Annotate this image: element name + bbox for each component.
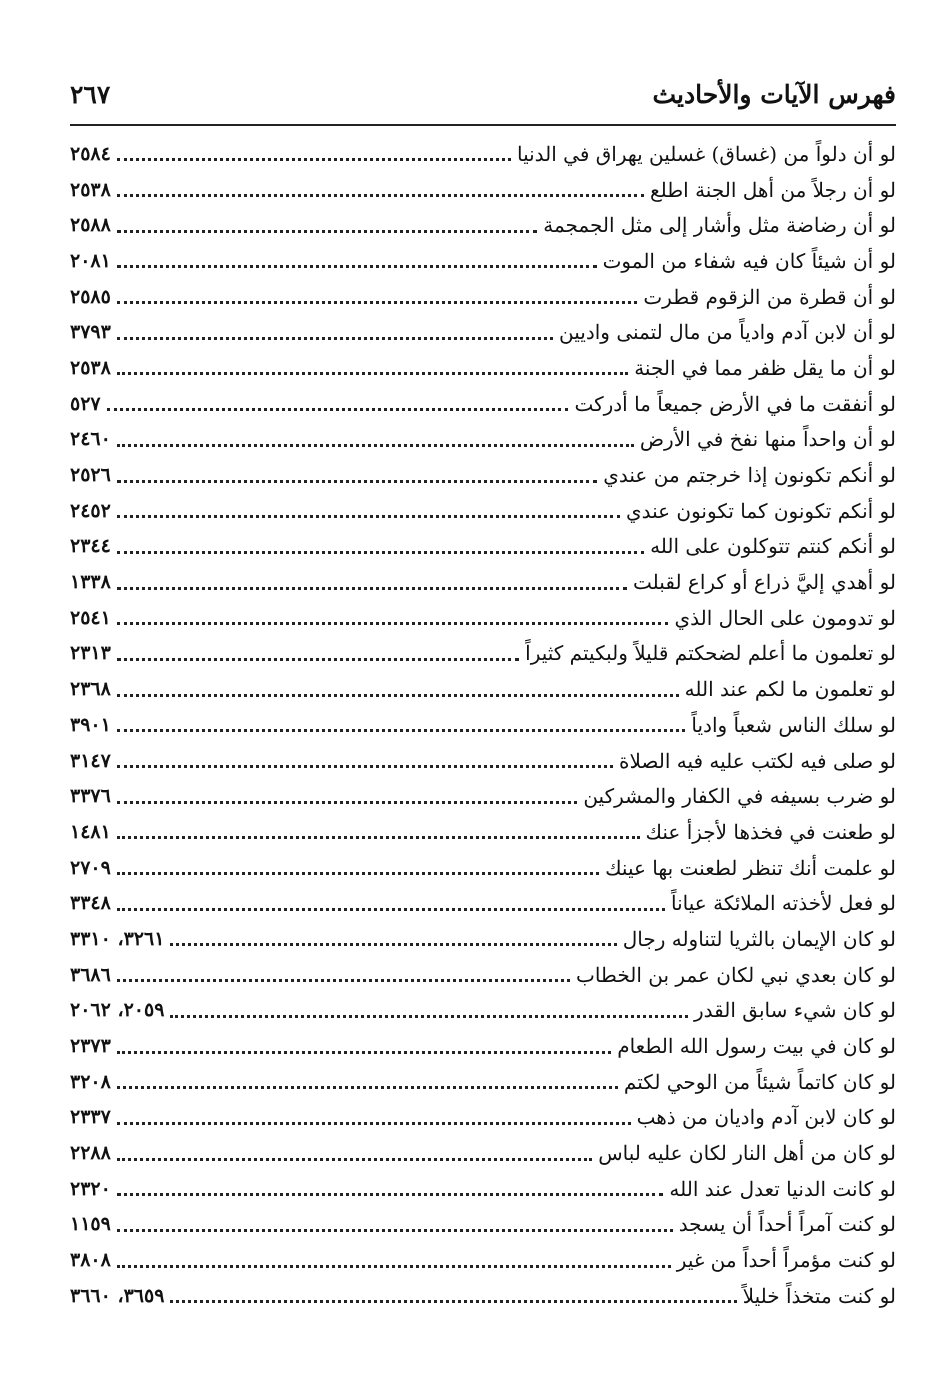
index-list <box>70 136 896 1314</box>
index-entry <box>70 564 896 600</box>
dot-leader <box>117 836 640 839</box>
index-entry <box>70 172 896 208</box>
index-entry <box>70 850 896 886</box>
dot-leader <box>117 765 613 768</box>
entry-text: لو أن واحداً منها نفخ في الأرض <box>639 427 896 452</box>
index-entry <box>70 993 896 1029</box>
entry-text: لو طعنت في فخذها لأجزأ عنك <box>645 819 896 844</box>
dot-leader <box>117 265 597 268</box>
index-entry <box>70 136 896 172</box>
dot-leader <box>117 908 665 911</box>
entry-text: لو تعلمون ما أعلم لضحكتم قليلاً ولبكيتم كثيراً <box>525 641 896 666</box>
entry-text: لو كان من أهل النار لكان عليه لباس <box>598 1141 896 1166</box>
entry-text: لو كانت الدنيا تعدل عند الله <box>669 1176 896 1201</box>
dot-leader <box>117 1265 671 1268</box>
dot-leader <box>117 1193 664 1196</box>
entry-text: لو كنت متخذاً خليلاً <box>742 1283 896 1308</box>
entry-reference-numbers: ٣١٤٧ <box>70 749 111 772</box>
dot-leader <box>117 444 634 447</box>
dot-leader <box>170 1300 736 1303</box>
entry-reference-numbers: ٣٦٨٦ <box>70 963 111 986</box>
index-entry <box>70 1207 896 1243</box>
dot-leader <box>117 480 597 483</box>
entry-text: لو كنت آمراً أحداً أن يسجد <box>678 1212 896 1237</box>
index-entry <box>70 707 896 743</box>
entry-text: لو أنكم تكونون كما تكونون عندي <box>625 498 896 523</box>
entry-text: لو أنكم تكونون إذا خرجتم من عندي <box>603 463 896 488</box>
dot-leader <box>117 301 638 304</box>
dot-leader <box>117 551 644 554</box>
entry-reference-numbers: ٣٧٩٣ <box>70 321 111 344</box>
entry-text: لو تدومون على الحال الذي <box>674 605 896 630</box>
entry-reference-numbers: ١٣٣٨ <box>70 571 111 594</box>
entry-reference-numbers: ١١٥٩ <box>70 1213 111 1236</box>
entry-text: لو سلك الناس شعباً وادياً <box>691 712 896 737</box>
entry-text: لو كان الإيمان بالثريا لتناوله رجال <box>622 926 896 951</box>
entry-reference-numbers: ٢٤٥٢ <box>70 499 111 522</box>
entry-text: لو فعل لأخذته الملائكة عياناً <box>671 891 896 916</box>
entry-reference-numbers: ٢٣٧٣ <box>70 1035 111 1058</box>
entry-reference-numbers: ٣٣٤٨ <box>70 892 111 915</box>
index-entry <box>70 243 896 279</box>
dot-leader <box>170 943 616 946</box>
index-entry <box>70 778 896 814</box>
entry-text: لو أن رضاضة مثل وأشار إلى مثل الجمجمة <box>543 213 896 238</box>
index-entry <box>70 1242 896 1278</box>
entry-reference-numbers: ٢٥٨٤ <box>70 142 111 165</box>
entry-reference-numbers: ٢٣٤٤ <box>70 535 111 558</box>
entry-text: لو أن رجلاً من أهل الجنة اطلع <box>649 177 896 202</box>
dot-leader <box>117 872 599 875</box>
entry-reference-numbers: ٢٥٣٨ <box>70 178 111 201</box>
dot-leader <box>117 694 679 697</box>
entry-text: لو كان لابن آدم واديان من ذهب <box>636 1105 896 1130</box>
index-entry <box>70 957 896 993</box>
index-entry <box>70 457 896 493</box>
entry-reference-numbers: ٣٦٥٩، ٣٦٦٠ <box>70 1284 165 1307</box>
index-entry <box>70 1100 896 1136</box>
dot-leader <box>117 194 644 197</box>
dot-leader <box>117 658 519 661</box>
entry-text: لو ضرب بسيفه في الكفار والمشركين <box>583 784 896 809</box>
entry-reference-numbers: ٣٢٦١، ٣٣١٠ <box>70 927 165 950</box>
entry-reference-numbers: ٢٥٢٦ <box>70 464 111 487</box>
entry-text: لو أنفقت ما في الأرض جميعاً ما أدركت <box>574 391 896 416</box>
entry-reference-numbers: ٢٥٨٨ <box>70 214 111 237</box>
dot-leader <box>117 230 537 233</box>
dot-leader <box>117 622 669 625</box>
dot-leader <box>117 1122 631 1125</box>
page-header <box>70 74 896 114</box>
entry-reference-numbers: ٢٤٦٠ <box>70 428 111 451</box>
dot-leader <box>117 158 511 161</box>
entry-text: لو كنت مؤمراً أحداً من غير <box>676 1248 896 1273</box>
index-entry <box>70 1278 896 1314</box>
index-entry <box>70 1064 896 1100</box>
entry-reference-numbers: ٣٩٠١ <box>70 713 111 736</box>
entry-text: لو أن قطرة من الزقوم قطرت <box>643 284 896 309</box>
entry-reference-numbers: ٢٥٨٥ <box>70 285 111 308</box>
dot-leader <box>107 408 569 411</box>
entry-reference-numbers: ٣٣٧٦ <box>70 785 111 808</box>
entry-text: لو أن لابن آدم وادياً من مال لتمنى واديين <box>559 320 896 345</box>
entry-reference-numbers: ٢٧٠٩ <box>70 856 111 879</box>
dot-leader <box>117 515 620 518</box>
dot-leader <box>117 979 570 982</box>
entry-reference-numbers: ٢٠٥٩، ٢٠٦٢ <box>70 999 165 1022</box>
entry-reference-numbers: ٥٢٧ <box>70 392 101 415</box>
dot-leader <box>117 801 578 804</box>
running-title: فهرس الآيات والأحاديث <box>652 79 896 109</box>
dot-leader <box>117 587 627 590</box>
entry-text: لو صلى فيه لكتب عليه فيه الصلاة <box>618 748 896 773</box>
index-entry <box>70 671 896 707</box>
entry-reference-numbers: ٢٥٣٨ <box>70 356 111 379</box>
index-entry <box>70 422 896 458</box>
dot-leader <box>117 729 686 732</box>
index-entry <box>70 1171 896 1207</box>
entry-text: لو أن شيئاً كان فيه شفاء من الموت <box>602 248 896 273</box>
dot-leader <box>117 1086 618 1089</box>
index-entry <box>70 314 896 350</box>
index-entry <box>70 1028 896 1064</box>
entry-text: لو تعلمون ما لكم عند الله <box>684 677 896 702</box>
entry-reference-numbers: ٢٥٤١ <box>70 606 111 629</box>
index-entry <box>70 493 896 529</box>
entry-reference-numbers: ٢٣٦٨ <box>70 678 111 701</box>
entry-text: لو كان شيء سابق القدر <box>693 998 896 1023</box>
entry-text: لو كان بعدي نبي لكان عمر بن الخطاب <box>576 962 896 987</box>
entry-reference-numbers: ٢٣١٣ <box>70 642 111 665</box>
entry-text: لو كان في بيت رسول الله الطعام <box>617 1034 896 1059</box>
index-entry <box>70 636 896 672</box>
index-entry <box>70 350 896 386</box>
entry-reference-numbers: ٢٢٨٨ <box>70 1142 111 1165</box>
entry-text: لو أن دلواً من (غساق) غسلين يهراق في الدنيا <box>516 141 896 166</box>
index-entry <box>70 207 896 243</box>
index-entry <box>70 814 896 850</box>
entry-reference-numbers: ٣٨٠٨ <box>70 1249 111 1272</box>
entry-text: لو أنكم كنتم تتوكلون على الله <box>650 534 896 559</box>
dot-leader <box>117 372 628 375</box>
page-number: ٢٦٧ <box>70 79 111 109</box>
entry-text: لو كان كاتماً شيئاً من الوحي لكتم <box>623 1069 896 1094</box>
entry-text: لو علمت أنك تنظر لطعنت بها عينك <box>605 855 896 880</box>
dot-leader <box>117 337 553 340</box>
index-entry <box>70 600 896 636</box>
entry-reference-numbers: ٢٣٢٠ <box>70 1177 111 1200</box>
index-entry <box>70 1135 896 1171</box>
dot-leader <box>117 1051 611 1054</box>
header-rule <box>70 124 896 126</box>
index-entry <box>70 921 896 957</box>
index-entry <box>70 743 896 779</box>
entry-reference-numbers: ٢٣٣٧ <box>70 1106 111 1129</box>
index-entry <box>70 279 896 315</box>
entry-reference-numbers: ٣٢٠٨ <box>70 1070 111 1093</box>
entry-text: لو أهدي إليَّ ذراع أو كراع لقبلت <box>633 570 896 595</box>
dot-leader <box>117 1158 592 1161</box>
index-entry <box>70 386 896 422</box>
dot-leader <box>170 1015 688 1018</box>
entry-reference-numbers: ٢٠٨١ <box>70 249 111 272</box>
dot-leader <box>117 1229 673 1232</box>
index-entry <box>70 529 896 565</box>
entry-reference-numbers: ١٤٨١ <box>70 820 111 843</box>
entry-text: لو أن ما يقل ظفر مما في الجنة <box>634 355 896 380</box>
index-entry <box>70 885 896 921</box>
